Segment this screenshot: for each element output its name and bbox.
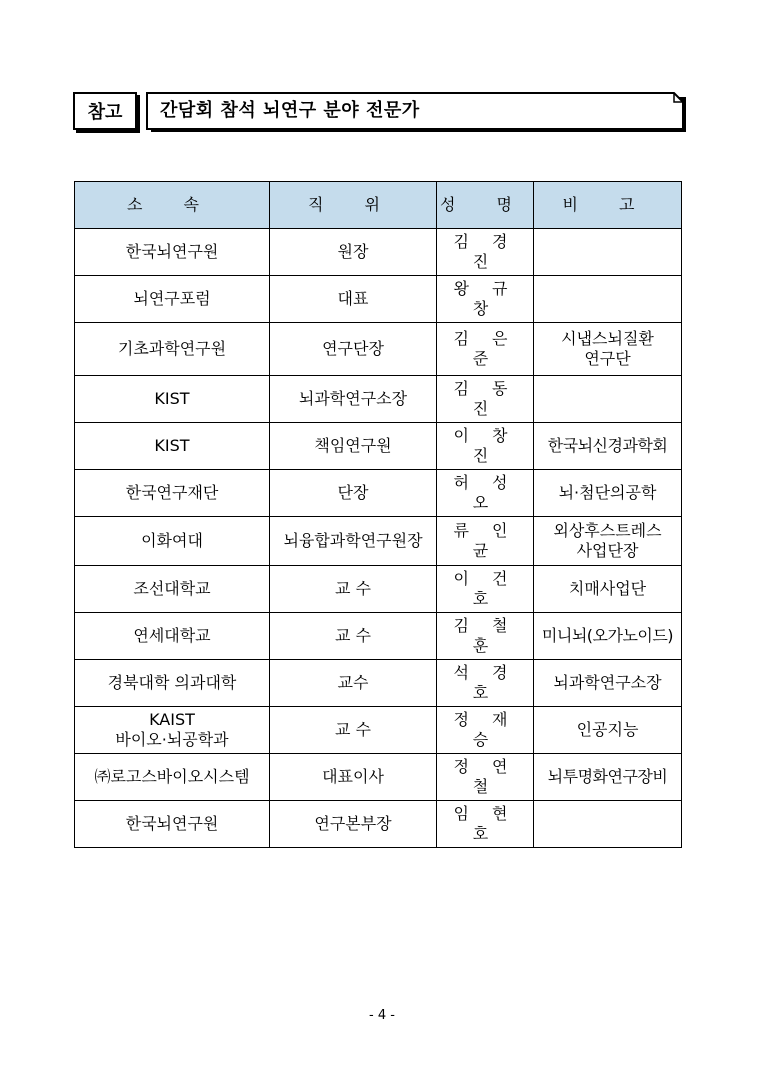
table-row — [75, 660, 682, 707]
cell-position: 교 수 — [270, 566, 437, 613]
cell-note: 뇌·첨단의공학 — [534, 470, 682, 517]
cell-name: 이 건 호 — [437, 566, 534, 613]
cell-note: 미니뇌(오가노이드) — [534, 613, 682, 660]
cell-name: 허 성 오 — [437, 470, 534, 517]
cell-position: 뇌융합과학연구원장 — [270, 517, 437, 566]
column-header-name: 성 명 — [437, 182, 534, 229]
cell-name: 정 재 승 — [437, 707, 534, 754]
reference-label: 참고 — [87, 102, 123, 123]
cell-org: 기초과학연구원 — [75, 323, 270, 376]
cell-position: 대표이사 — [270, 754, 437, 801]
cell-org: 연세대학교 — [75, 613, 270, 660]
cell-org: 경북대학 의과대학 — [75, 660, 270, 707]
cell-name: 김 철 훈 — [437, 613, 534, 660]
cell-org: 한국연구재단 — [75, 470, 270, 517]
cell-note — [534, 276, 682, 323]
table-row — [75, 566, 682, 613]
cell-position: 책임연구원 — [270, 423, 437, 470]
cell-position: 대표 — [270, 276, 437, 323]
cell-name: 김 은 준 — [437, 323, 534, 376]
cell-note: 시냅스뇌질환 연구단 — [534, 323, 682, 376]
table-row — [75, 376, 682, 423]
cell-org: 한국뇌연구원 — [75, 229, 270, 276]
cell-name: 이 창 진 — [437, 423, 534, 470]
cell-position: 연구본부장 — [270, 801, 437, 848]
cell-org: 뇌연구포럼 — [75, 276, 270, 323]
cell-note — [534, 801, 682, 848]
cell-name: 왕 규 창 — [437, 276, 534, 323]
table-row — [75, 229, 682, 276]
column-header-org: 소 속 — [75, 182, 270, 229]
cell-org: KIST — [75, 376, 270, 423]
table-row — [75, 423, 682, 470]
reference-label-box — [73, 92, 137, 130]
table-row — [75, 707, 682, 754]
cell-org: 조선대학교 — [75, 566, 270, 613]
cell-position: 연구단장 — [270, 323, 437, 376]
cell-org: 이화여대 — [75, 517, 270, 566]
column-header-note: 비 고 — [534, 182, 682, 229]
cell-position: 뇌과학연구소장 — [270, 376, 437, 423]
cell-org: KAIST 바이오·뇌공학과 — [75, 707, 270, 754]
table-header-row — [75, 182, 682, 229]
table-row — [75, 323, 682, 376]
cell-position: 단장 — [270, 470, 437, 517]
cell-note: 인공지능 — [534, 707, 682, 754]
experts-table — [74, 181, 682, 848]
cell-note — [534, 229, 682, 276]
cell-org: 한국뇌연구원 — [75, 801, 270, 848]
table-row — [75, 754, 682, 801]
cell-name: 류 인 균 — [437, 517, 534, 566]
cell-note: 치매사업단 — [534, 566, 682, 613]
cell-note: 외상후스트레스 사업단장 — [534, 517, 682, 566]
page-number: - 4 - — [369, 1008, 395, 1023]
column-header-position: 직 위 — [270, 182, 437, 229]
cell-note: 뇌투명화연구장비 — [534, 754, 682, 801]
cell-name: 정 연 철 — [437, 754, 534, 801]
cell-position: 교 수 — [270, 707, 437, 754]
table-row — [75, 470, 682, 517]
cell-note: 한국뇌신경과학회 — [534, 423, 682, 470]
cell-position: 교수 — [270, 660, 437, 707]
cell-note: 뇌과학연구소장 — [534, 660, 682, 707]
title-box — [146, 92, 686, 132]
cell-name: 김 동 진 — [437, 376, 534, 423]
table-row — [75, 613, 682, 660]
table-row — [75, 276, 682, 323]
cell-name: 김 경 진 — [437, 229, 534, 276]
cell-name: 임 현 호 — [437, 801, 534, 848]
cell-org: ㈜로고스바이오시스템 — [75, 754, 270, 801]
cell-position: 교 수 — [270, 613, 437, 660]
cell-position: 원장 — [270, 229, 437, 276]
table-row — [75, 801, 682, 848]
cell-note — [534, 376, 682, 423]
document-title: 간담회 참석 뇌연구 분야 전문가 — [160, 100, 420, 121]
cell-name: 석 경 호 — [437, 660, 534, 707]
table-row — [75, 517, 682, 566]
cell-org: KIST — [75, 423, 270, 470]
